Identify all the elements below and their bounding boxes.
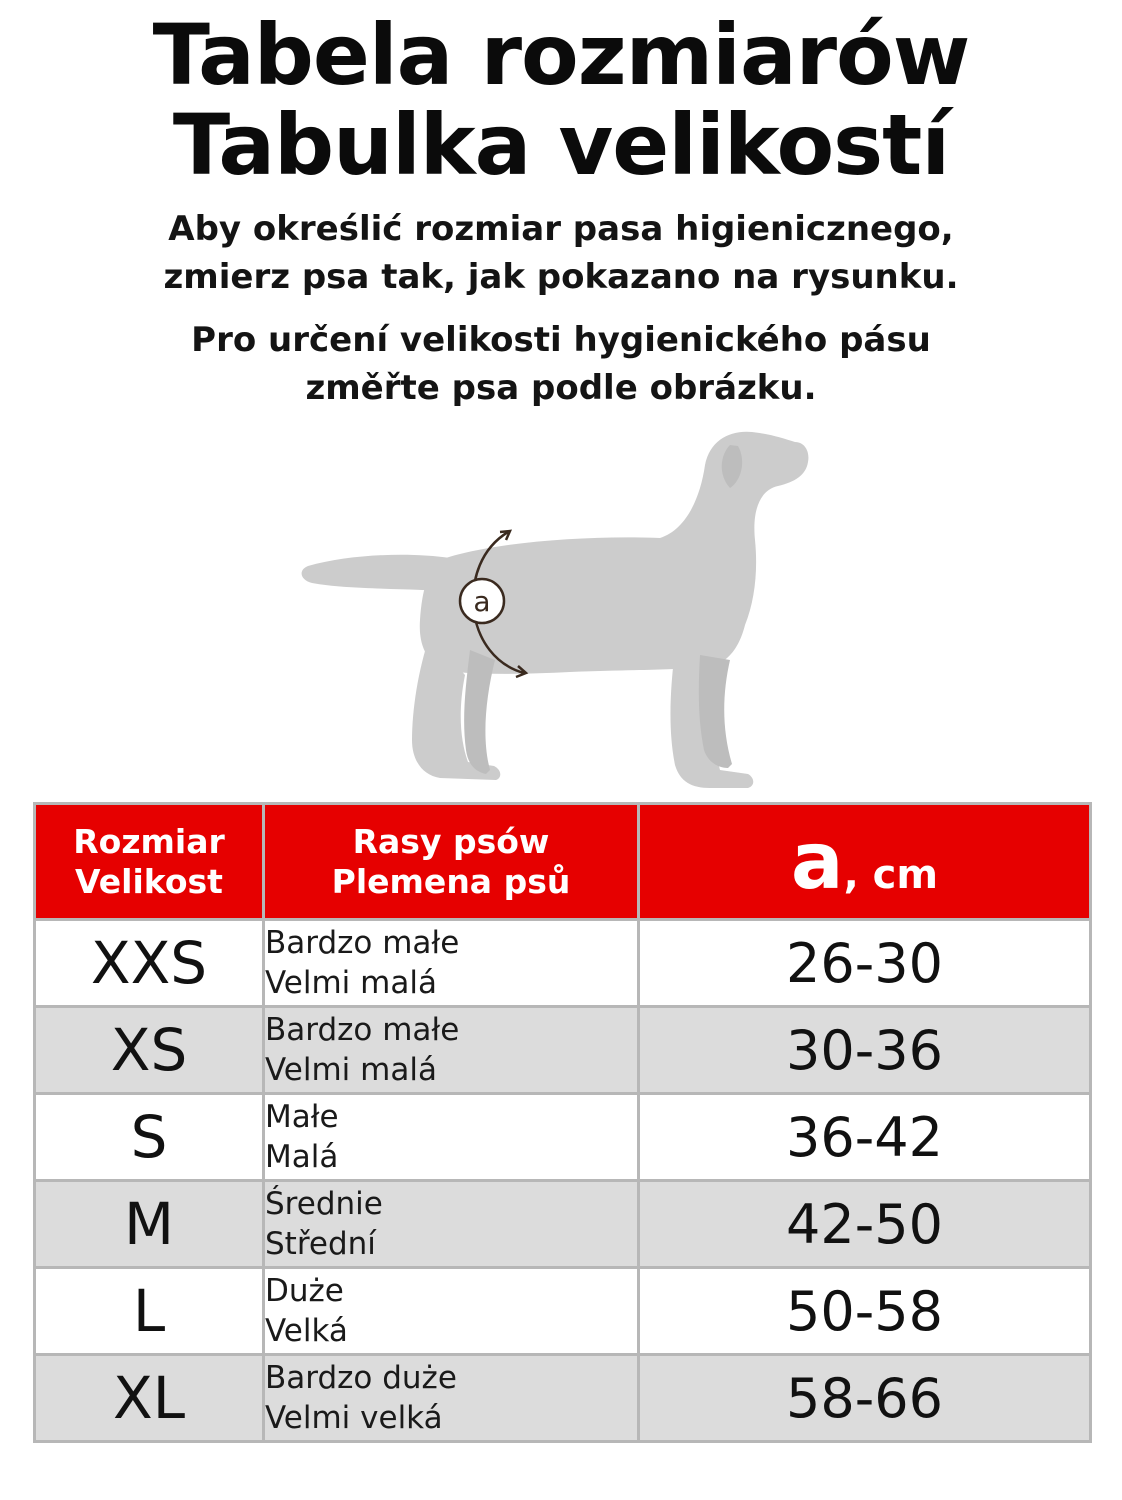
breed-cell: Bardzo duże Velmi velká [264,1355,639,1442]
range-cell: 42-50 [639,1181,1091,1268]
range-cell: 50-58 [639,1268,1091,1355]
table-row [35,1355,1091,1442]
breed-cell: Małe Malá [264,1094,639,1181]
range-cell: 36-42 [639,1094,1091,1181]
breed-cell: Bardzo małe Velmi malá [264,920,639,1007]
header-measurement: a, cm [639,804,1091,920]
range-cell: 30-36 [639,1007,1091,1094]
header-size: Rozmiar Velikost [35,804,264,920]
dog-measurement-illustration [290,420,830,805]
marker-label: a [473,585,491,618]
size-cell: L [35,1268,264,1355]
instructions-czech [0,316,1122,412]
title-polish: Tabela rozmiarów [152,6,970,104]
size-table [33,802,1092,1443]
range-cell: 58-66 [639,1355,1091,1442]
title-czech: Tabulka velikostí [172,96,950,194]
dog-silhouette-icon [290,420,830,805]
table-row [35,920,1091,1007]
breed-cell: Bardzo małe Velmi malá [264,1007,639,1094]
table-header-row [35,804,1091,920]
breed-cell: Duże Velká [264,1268,639,1355]
size-cell: M [35,1181,264,1268]
instructions-polish-line1: Aby określić rozmiar pasa higienicznego, [168,209,954,249]
header-breed: Rasy psów Plemena psů [264,804,639,920]
size-cell: S [35,1094,264,1181]
instructions-czech-line2: změřte psa podle obrázku. [305,368,817,408]
instructions-polish [0,205,1122,301]
instructions-czech-line1: Pro určení velikosti hygienického pásu [191,320,931,360]
breed-cell: Średnie Střední [264,1181,639,1268]
page-title [0,6,1122,194]
size-cell: XL [35,1355,264,1442]
table-row [35,1181,1091,1268]
size-cell: XS [35,1007,264,1094]
table-row [35,1094,1091,1181]
table-row [35,1268,1091,1355]
range-cell: 26-30 [639,920,1091,1007]
table-row [35,1007,1091,1094]
size-cell: XXS [35,920,264,1007]
instructions-polish-line2: zmierz psa tak, jak pokazano na rysunku. [163,257,959,297]
